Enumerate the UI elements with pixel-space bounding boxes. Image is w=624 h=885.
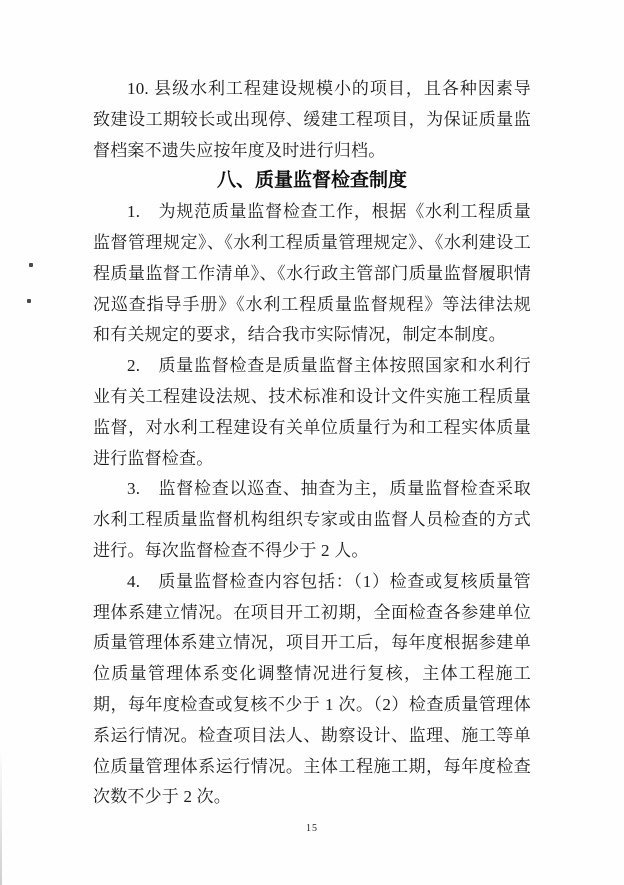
section-heading: 八、质量监督检查制度: [216, 170, 407, 192]
paragraph-item-3: 3. 监督检查以巡查、抽查为主，质量监督检查采取水利工程质量监督机构组织专家或由监督人员检查的方式进行。每次监督检查不得少于 2 人。: [93, 479, 531, 560]
paragraph-item-10: 10. 县级水利工程建设规模小的项目，且各种因素导致建设工期较长或出现停、缓建工程项目，为保证质量监督档案不遗失应按年度及时进行归档。: [93, 79, 531, 160]
paragraph-item-2: 2. 质量监督检查是质量监督主体按照国家和水利行业有关工程建设法规、技术标准和设计文件实施工程质量监督，对水利工程建设有关单位质量行为和工程实体质量进行监督检查。: [93, 356, 531, 468]
margin-dot-artifact: [29, 263, 33, 267]
paragraph-item-1: 1. 为规范质量监督检查工作，根据《水利工程质量监督管理规定》、《水利工程质量管理规定》、《水利建设工程质量监督工作清单》、《水行政主管部门质量监督履职情况巡查指导手册》《水利工程质量监督规程》等法律法规和有关规定的要求，结合我市实际情况，制定本制度。: [93, 202, 531, 345]
scan-edge-artifact: [0, 748, 2, 885]
page-number: 15: [306, 823, 318, 834]
document-body: [93, 74, 531, 813]
margin-dot-artifact: [27, 299, 31, 303]
page-footer: [0, 818, 624, 836]
paragraph-item-4: 4. 质量监督检查内容包括：（1）检查或复核质量管理体系建立情况。在项目开工初期，全面检查各参建单位质量管理体系建立情况，项目开工后，每年度根据参建单位质量管理体系变化调整情况进行复核，主体工程施工期，每年度检查或复核不少于 1 次。（2）检查质量管理体系运行情况。检查项目法人、勘察设计、监理、施工等单位质量管理体系运行情况。主体工程施工期，每年度检查次数不少于 2 次。: [93, 571, 531, 807]
